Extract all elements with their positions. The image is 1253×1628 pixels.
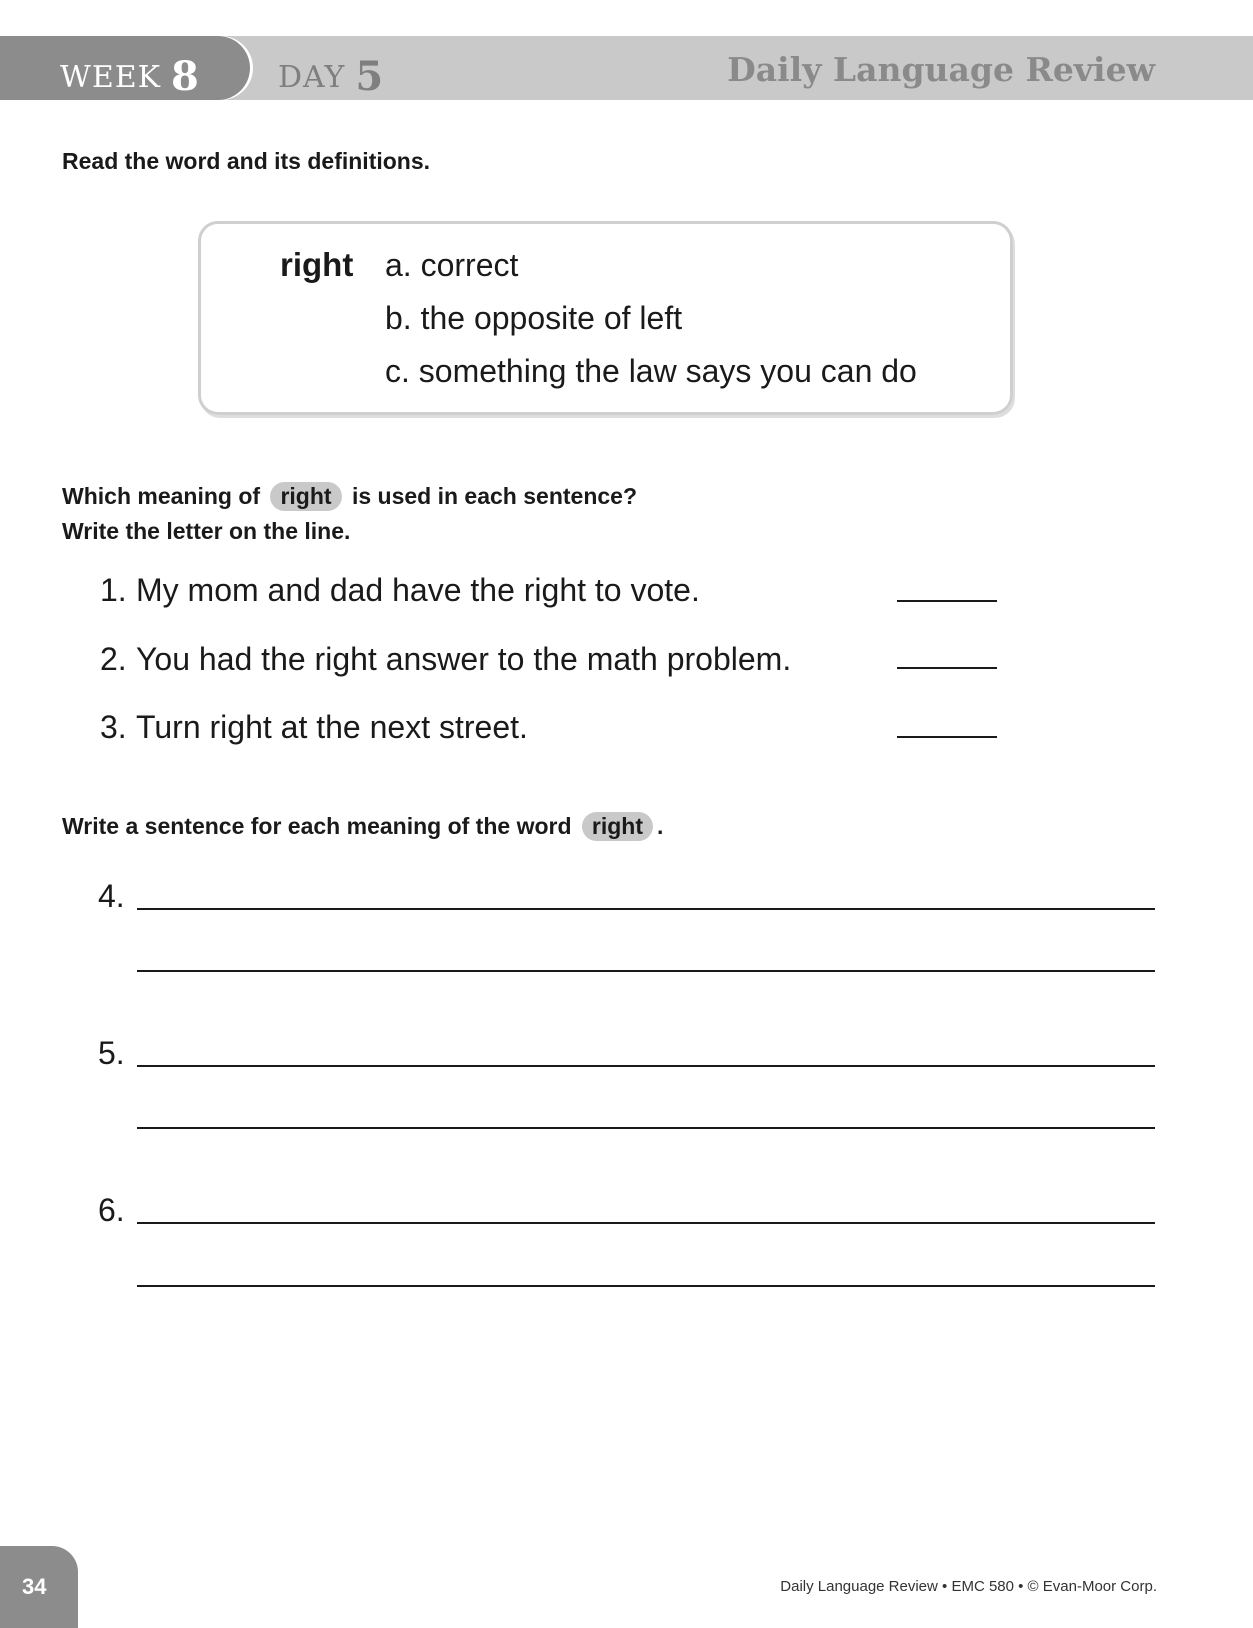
instruction-write-letter: Write the letter on the line. [62,518,351,544]
definition-word: right [280,246,354,283]
highlighted-word: right [270,482,341,511]
writing-item-number: 4. [98,878,125,914]
writing-line[interactable] [137,1127,1155,1129]
answer-line-2[interactable] [897,667,997,669]
instruction-read: Read the word and its definitions. [62,148,431,174]
instruction-which-post: is used in each sentence? [351,483,638,509]
writing-line[interactable] [137,1285,1155,1287]
instruction-which [62,482,637,511]
question-number: 2. [100,641,127,677]
instruction-which-pre: Which meaning of [62,483,261,509]
page-number: 34 [22,1574,47,1599]
day-text: DAY [278,60,346,95]
day-number: 5 [355,53,385,100]
week-label [60,50,200,100]
day-label [278,50,385,100]
definition-item-b: b. the opposite of left [385,300,683,336]
instruction-write-pre: Write a sentence for each meaning of the word [62,813,572,839]
question-text: Turn right at the next street. [136,709,528,745]
question-1 [100,572,700,609]
question-number: 3. [100,709,127,745]
week-number: 8 [171,53,200,100]
writing-line[interactable] [137,908,1155,910]
answer-line-1[interactable] [897,600,997,602]
writing-item-number: 6. [98,1192,125,1228]
writing-line[interactable] [137,1222,1155,1224]
question-number: 1. [100,572,127,608]
answer-line-3[interactable] [897,736,997,738]
question-text: You had the right answer to the math problem. [136,641,792,677]
instruction-write-sentence [62,812,663,841]
definition-item-a: a. correct [385,247,519,283]
writing-item-number: 5. [98,1035,125,1071]
writing-line[interactable] [137,1065,1155,1067]
page-title: Daily Language Review [727,50,1155,89]
definition-item-c: c. something the law says you can do [385,353,917,389]
week-text: WEEK [60,60,162,95]
footer-credit: Daily Language Review • EMC 580 • © Evan-Moor Corp. [780,1578,1157,1595]
question-3 [100,709,528,746]
instruction-write-post: . [657,813,664,839]
question-text: My mom and dad have the right to vote. [136,572,700,608]
question-2 [100,641,791,678]
writing-line[interactable] [137,970,1155,972]
highlighted-word: right [582,812,653,841]
